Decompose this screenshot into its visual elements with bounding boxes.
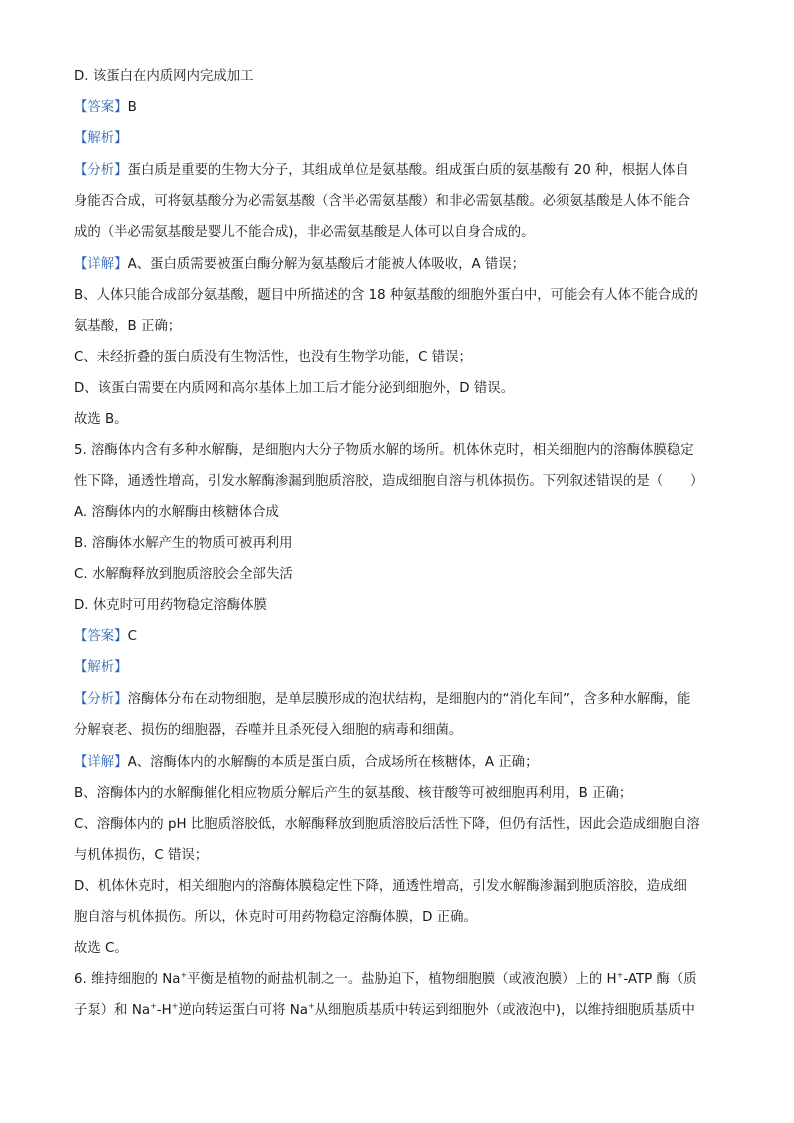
q5-option-a: A. 溶酶体内的水解酶由核糖体合成	[74, 505, 279, 520]
superscript-plus: +	[180, 970, 188, 980]
fenxi-text: 蛋白质是重要的生物大分子，其组成单位是氨基酸。组成蛋白质的氨基酸有 20 种，根据人体自	[127, 163, 689, 178]
xiangjie-tag: 【详解】	[74, 755, 128, 770]
q5-fenxi-line-1	[74, 690, 722, 710]
superscript-plus: +	[307, 1001, 315, 1011]
q5-fenxi-line-2: 分解衰老、损伤的细胞器，吞噬并且杀死侵入细胞的病毒和细菌。	[74, 723, 463, 738]
q5-analysis-tag	[74, 658, 722, 678]
q4-analysis-tag	[74, 129, 722, 149]
xiangjie-tag: 【详解】	[74, 257, 128, 272]
q4-option-d: D. 该蛋白在内质网内完成加工	[74, 69, 254, 84]
q5-stem-line-1: 5. 溶酶体内含有多种水解酶，是细胞内大分子物质水解的场所。机体休克时，相关细胞内的溶酶体膜稳定	[74, 443, 694, 458]
superscript-plus: +	[171, 1001, 179, 1011]
q5-xiangjie-line-4: 与机体损伤，C 错误；	[74, 848, 209, 863]
q5-answer	[74, 627, 722, 647]
q5-option-d: D. 休克时可用药物稳定溶酶体膜	[74, 598, 267, 613]
q5-option-b: B. 溶酶体水解产生的物质可被再利用	[74, 536, 293, 551]
analysis-tag: 【解析】	[74, 131, 128, 146]
q4-conclusion: 故选 B。	[74, 412, 128, 427]
q4-fenxi-line-2: 身能否合成，可将氨基酸分为必需氨基酸（含半必需氨基酸）和非必需氨基酸。必须氨基酸是人体不能合	[74, 194, 690, 209]
q4-fenxi-line-3: 成的（半必需氨基酸是婴儿不能合成)，非必需氨基酸是人体可以自身合成的。	[74, 225, 535, 240]
q4-answer	[74, 98, 722, 118]
q4-fenxi-line-1	[74, 161, 722, 181]
q4-xiangjie-line-1	[74, 255, 722, 275]
q5-xiangjie-line-2: B、溶酶体内的水解酶催化相应物质分解后产生的氨基酸、核苷酸等可被细胞再利用，B 正确；	[74, 786, 633, 801]
q5-conclusion: 故选 C。	[74, 941, 128, 956]
q6-text: -H	[156, 1003, 172, 1018]
analysis-tag: 【解析】	[74, 660, 128, 675]
answer-value: C	[127, 629, 137, 644]
q6-text: 子泵）和 Na	[74, 1003, 151, 1018]
q5-option-c: C. 水解酶释放到胞质溶胶会全部失活	[74, 567, 293, 582]
answer-value: B	[127, 100, 137, 115]
q4-xiangjie-line-5: D、该蛋白需要在内质网和高尔基体上加工后才能分泌到细胞外，D 错误。	[74, 381, 514, 396]
answer-tag: 【答案】	[74, 100, 128, 115]
fenxi-text: 溶酶体分布在动物细胞，是单层膜形成的泡状结构，是细胞内的“消化车间”，含多种水解酶，能	[127, 692, 691, 707]
q5-xiangjie-line-1	[74, 753, 722, 773]
fenxi-tag: 【分析】	[74, 692, 128, 707]
xiangjie-text: A、蛋白质需要被蛋白酶分解为氨基酸后才能被人体吸收，A 错误；	[127, 257, 526, 272]
superscript-plus: +	[616, 970, 624, 980]
superscript-plus: +	[150, 1001, 157, 1011]
q4-xiangjie-line-4: C、未经折叠的蛋白质没有生物活性，也没有生物学功能，C 错误；	[74, 350, 472, 365]
q6-text: -ATP 酶（质	[623, 972, 697, 987]
q4-xiangjie-line-3: 氨基酸，B 正确；	[74, 319, 182, 334]
q5-xiangjie-line-5: D、机体休克时，相关细胞内的溶酶体膜稳定性下降，通透性增高，引发水解酶渗漏到胞质溶胶，造成细	[74, 879, 687, 894]
q6-text: 逆向转运蛋白可将 Na	[178, 1003, 308, 1018]
q6-stem-line-2	[74, 1001, 722, 1021]
q5-xiangjie-line-6: 胞自溶与机体损伤。所以，休克时可用药物稳定溶酶体膜，D 正确。	[74, 910, 477, 925]
xiangjie-text: A、溶酶体内的水解酶的本质是蛋白质，合成场所在核糖体，A 正确；	[127, 755, 539, 770]
q5-stem-line-2: 性下降，通透性增高，引发水解酶渗漏到胞质溶胶，造成细胞自溶与机体损伤。下列叙述错误的是（ ）	[74, 474, 704, 489]
answer-tag: 【答案】	[74, 629, 128, 644]
q6-text: 从细胞质基质中转运到细胞外（或液泡中)，以维持细胞质基质中	[314, 1003, 695, 1018]
q6-stem-line-1	[74, 970, 722, 990]
q6-text: 6. 维持细胞的 Na	[74, 972, 181, 987]
q4-xiangjie-line-2: B、人体只能合成部分氨基酸，题目中所描述的含 18 种氨基酸的细胞外蛋白中，可能会有人体不能合成的	[74, 288, 698, 303]
q6-text: 平衡是植物的耐盐机制之一。盐胁迫下，植物细胞膜（或液泡膜）上的 H	[187, 972, 617, 987]
q5-xiangjie-line-3: C、溶酶体内的 pH 比胞质溶胶低，水解酶释放到胞质溶胶后活性下降，但仍有活性，因此会造成细胞自溶	[74, 817, 700, 832]
fenxi-tag: 【分析】	[74, 163, 128, 178]
